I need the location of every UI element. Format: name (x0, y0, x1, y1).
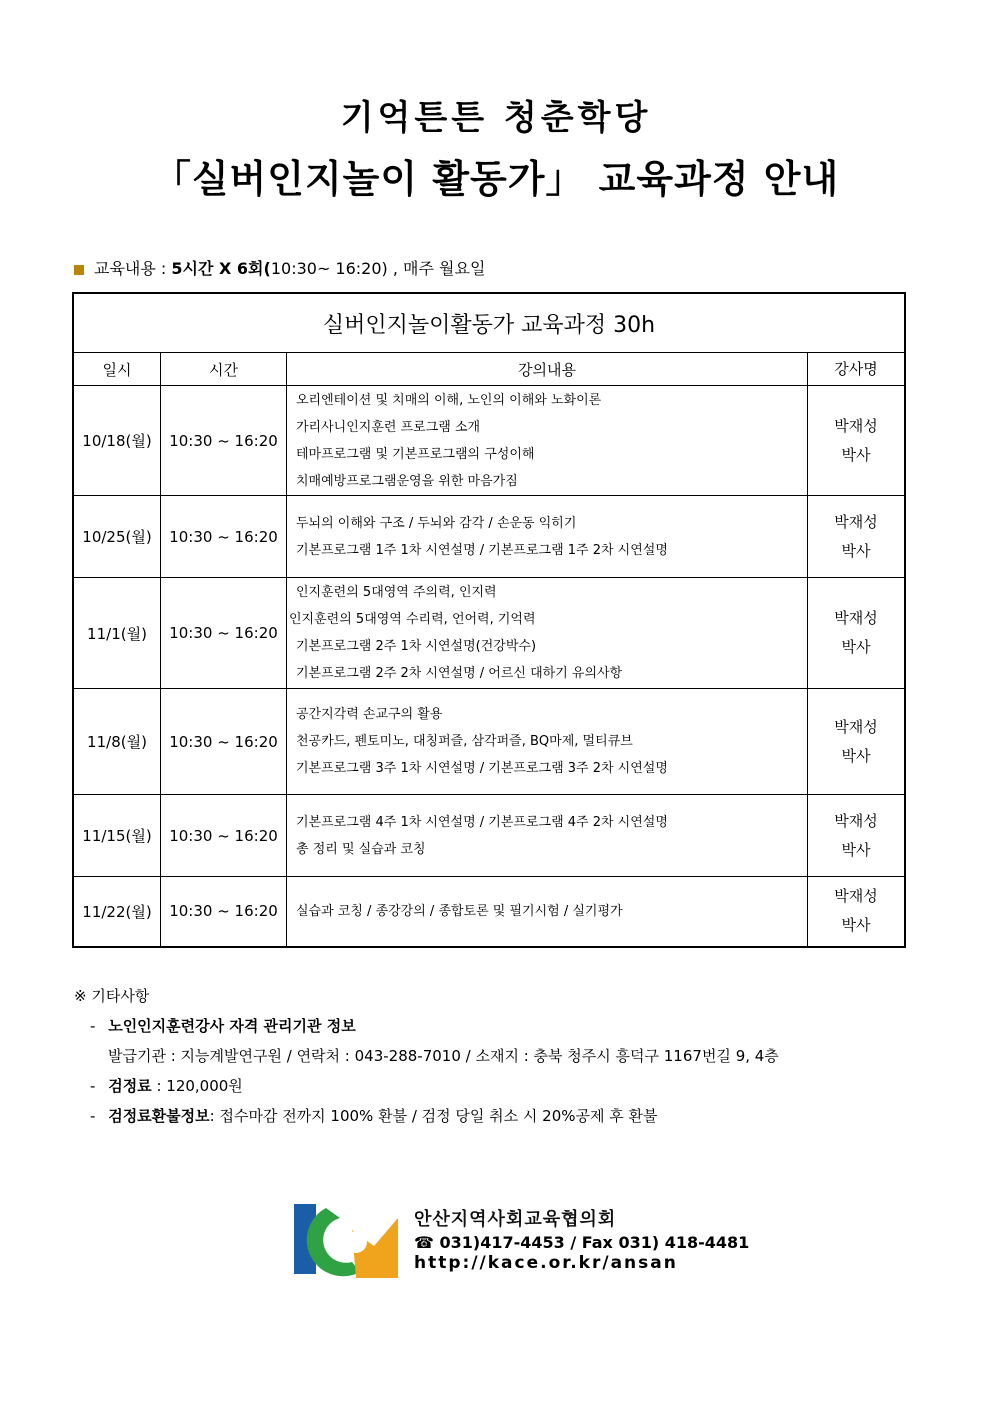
instructor-title: 박사 (841, 916, 871, 935)
cell-instructor (808, 496, 906, 578)
notes-item1-label: 노인인지훈련강사 자격 관리기관 정보 (108, 1017, 356, 1035)
instructor-name: 박재성 (834, 811, 878, 830)
cell-date: 11/8(월) (73, 689, 161, 795)
instructor-title: 박사 (841, 638, 871, 656)
content-line: 기본프로그램 4주 1차 시연설명 / 기본프로그램 4주 2차 시연설명 (296, 814, 668, 830)
content-line: 두뇌의 이해와 구조 / 두뇌와 감각 / 손운동 익히기 (296, 515, 577, 531)
content-line: 총 정리 및 실습과 코칭 (296, 841, 426, 857)
content-line: 천공카드, 펜토미노, 대칭퍼즐, 삼각퍼즐, BQ마제, 멀티큐브 (296, 734, 633, 749)
course-info (74, 256, 485, 279)
header-time: 시간 (161, 353, 287, 386)
cell-time: 10:30 ~ 16:20 (161, 496, 287, 578)
cell-date: 11/1(월) (73, 578, 161, 689)
table-row (73, 386, 905, 496)
square-bullet-icon (74, 265, 84, 275)
notes-item1-detail: 발급기관 : 지능계발연구원 / 연락처 : 043-288-7010 / 소재지 : 충북 청주시 흥덕구 1167번길 9, 4층 (108, 1047, 779, 1065)
org-name: 안산지역사회교육협의회 (414, 1209, 617, 1230)
instructor-title: 박사 (841, 746, 871, 765)
page-title-line1: 기억튼튼 청춘학당 (340, 98, 652, 138)
header-content: 강의내용 (287, 353, 808, 386)
info-prefix: 교육내용 : (94, 259, 172, 278)
instructor-name: 박재성 (834, 416, 878, 435)
content-line: 가리사니인지훈련 프로그램 소개 (296, 419, 481, 435)
info-rest: 10:30~ 16:20) , 매주 월요일 (270, 259, 486, 278)
notes-heading: ※ 기타사항 (74, 987, 150, 1005)
content-line: 오리엔테이션 및 치매의 이해, 노인의 이해와 노화이론 (296, 392, 602, 408)
table-row (73, 496, 905, 578)
cell-instructor (808, 795, 906, 877)
instructor-title: 박사 (841, 840, 871, 859)
content-line: 기본프로그램 2주 2차 시연설명 / 어르신 대하기 유의사항 (296, 666, 623, 681)
table-row (73, 877, 905, 947)
notes-item3 (90, 1105, 657, 1126)
dash: - (90, 1107, 96, 1125)
cell-instructor (808, 386, 906, 496)
content-line: 기본프로그램 2주 1차 시연설명(건강박수) (296, 639, 537, 654)
cell-time: 10:30 ~ 16:20 (161, 386, 287, 496)
content-line: 기본프로그램 3주 1차 시연설명 / 기본프로그램 3주 2차 시연설명 (296, 761, 668, 776)
cell-date: 11/22(월) (73, 877, 161, 947)
content-line: 인지훈련의 5대영역 수리력, 언어력, 기억력 (289, 612, 536, 627)
content-line: 치매예방프로그램운영을 위한 마음가짐 (296, 473, 518, 489)
table-header-row (73, 353, 905, 386)
content-line: 기본프로그램 1주 1차 시연설명 / 기본프로그램 1주 2차 시연설명 (296, 542, 668, 558)
cell-time: 10:30 ~ 16:20 (161, 578, 287, 689)
cell-date: 10/25(월) (73, 496, 161, 578)
cell-content (287, 689, 808, 795)
notes-item2 (90, 1075, 243, 1096)
cell-time: 10:30 ~ 16:20 (161, 877, 287, 947)
notes-item3-label: 검정료환불정보 (108, 1107, 210, 1125)
cell-date: 11/15(월) (73, 795, 161, 877)
instructor-title: 박사 (841, 445, 871, 464)
notes-item1 (90, 1015, 356, 1036)
cell-content (287, 795, 808, 877)
table-row (73, 795, 905, 877)
cell-instructor (808, 877, 906, 947)
notes-item3-value: : 접수마감 전까지 100% 환불 / 검정 당일 취소 시 20%공제 후 환불 (209, 1107, 658, 1125)
cell-instructor (808, 689, 906, 795)
instructor-name: 박재성 (834, 717, 878, 736)
content-line: 인지훈련의 5대영역 주의력, 인지력 (296, 585, 497, 600)
content-line: 테마프로그램 및 기본프로그램의 구성이해 (296, 446, 535, 462)
table-title: 실버인지놀이활동가 교육과정 30h (73, 293, 905, 353)
curriculum-table (72, 292, 906, 948)
org-url: http://kace.or.kr/ansan (414, 1253, 678, 1273)
org-logo-icon (294, 1200, 404, 1278)
org-info (414, 1205, 749, 1273)
content-line: 공간지각력 손교구의 활용 (296, 707, 443, 722)
table-row (73, 578, 905, 689)
notes-item2-value: : 120,000원 (151, 1077, 243, 1095)
org-tel: ☎ 031)417-4453 / Fax 031) 418-4481 (414, 1233, 750, 1252)
dash: - (90, 1077, 96, 1095)
cell-content (287, 877, 808, 947)
instructor-name: 박재성 (834, 609, 878, 627)
cell-date: 10/18(월) (73, 386, 161, 496)
cell-content (287, 578, 808, 689)
cell-instructor (808, 578, 906, 689)
info-bold: 5시간 X 6회( (171, 259, 271, 278)
cell-content (287, 386, 808, 496)
cell-time: 10:30 ~ 16:20 (161, 689, 287, 795)
page-title-line2: 「실버인지놀이 활동가」 교육과정 안내 (152, 157, 840, 201)
instructor-title: 박사 (841, 541, 871, 560)
cell-time: 10:30 ~ 16:20 (161, 795, 287, 877)
logo-white-dot (345, 1231, 367, 1253)
content-line: 실습과 코칭 / 종강강의 / 종합토론 및 필기시험 / 실기평가 (296, 903, 623, 919)
cell-content (287, 496, 808, 578)
instructor-name: 박재성 (834, 887, 878, 906)
header-instructor: 강사명 (808, 353, 906, 386)
notes-item2-label: 검정료 (108, 1077, 152, 1095)
header-date: 일시 (73, 353, 161, 386)
table-row (73, 689, 905, 795)
instructor-name: 박재성 (834, 512, 878, 531)
dash: - (90, 1017, 96, 1035)
